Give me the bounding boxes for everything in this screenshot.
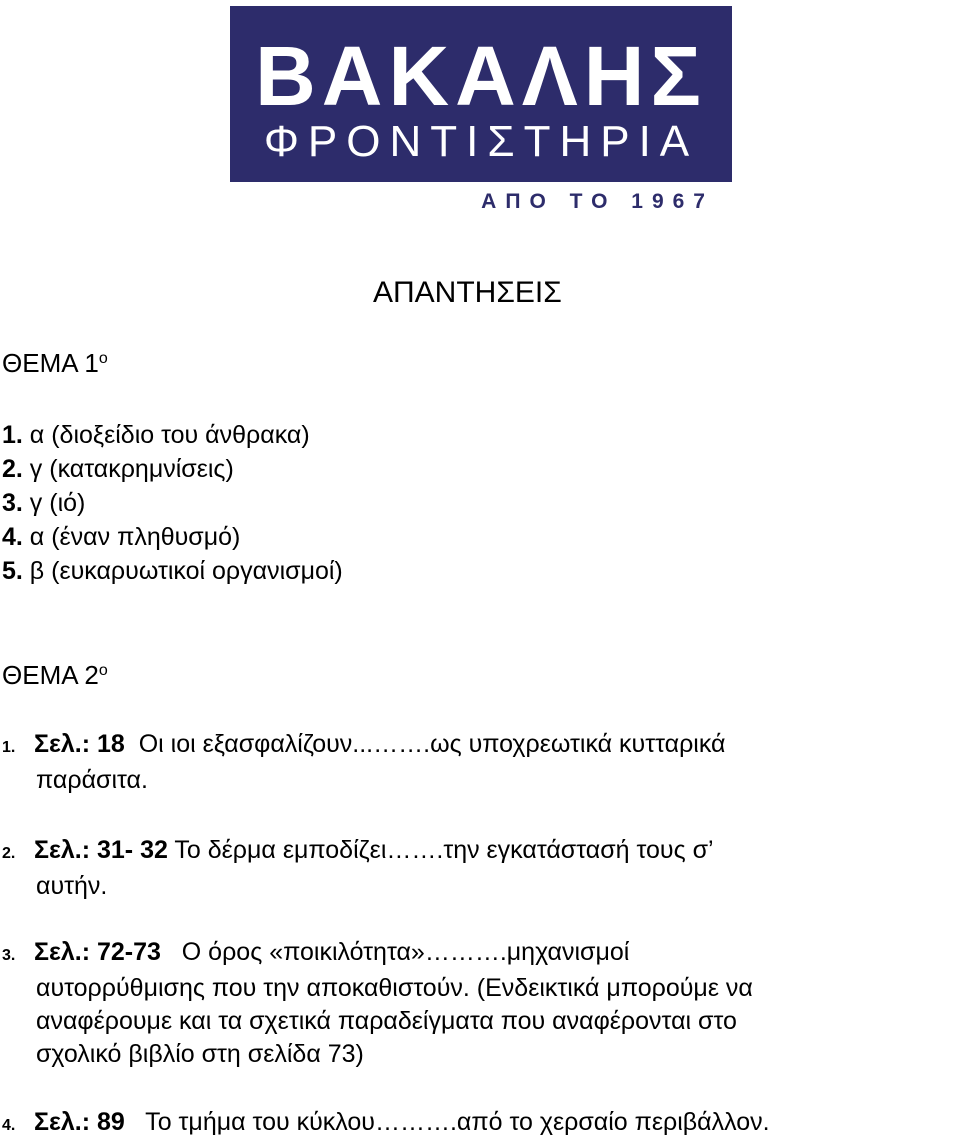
- item-number: 2.: [2, 455, 23, 483]
- answer-continuation: αυτήν.: [36, 872, 108, 900]
- logo-since: ΑΠΟ ΤΟ 1967: [481, 190, 714, 213]
- answer-continuation: αυτορρύθμισης που την αποκαθιστούν. (Ενδεικτικά μπορούμε να: [36, 974, 753, 1002]
- answer-text: Το δέρμα εμποδίζει…….την εγκατάστασή τους σ’: [167, 836, 714, 864]
- item-number: 3.: [2, 489, 23, 517]
- logo-subtitle: ΦΡΟΝΤΙΣΤΗΡΙΑ: [263, 117, 699, 166]
- list-item: [2, 520, 343, 554]
- answer-number: 1.: [2, 739, 16, 756]
- list-item: [2, 418, 343, 452]
- answer-continuation: σχολικό βιβλίο στη σελίδα 73): [36, 1040, 364, 1068]
- item-text: β (ευκαρυωτικοί οργανισμοί): [22, 557, 343, 585]
- list-item: [2, 486, 343, 520]
- page-reference: Σελ.: 31- 32: [34, 836, 168, 864]
- answer-number: 4.: [2, 1117, 16, 1134]
- item-number: 1.: [2, 421, 23, 449]
- answer-continuation: παράσιτα.: [36, 766, 148, 794]
- theme1-heading-text: ΘΕΜΑ 1: [2, 348, 99, 378]
- theme1-list: [2, 418, 343, 588]
- logo: [230, 6, 732, 182]
- item-text: α (έναν πληθυσμό): [22, 523, 241, 551]
- answer-number: 2.: [2, 845, 16, 862]
- answer-text: Ο όρος «ποικιλότητα»……….μηχανισμοί: [160, 938, 630, 966]
- theme2-heading-sup: ο: [98, 662, 108, 679]
- page-reference: Σελ.: 89: [34, 1108, 125, 1136]
- answer-text: Το τμήμα του κύκλου……….από το χερσαίο περιβάλλον.: [124, 1108, 770, 1136]
- theme1-heading: [2, 348, 108, 379]
- answer-number: 3.: [2, 947, 16, 964]
- answer-item-2: [2, 834, 714, 903]
- theme2-heading-text: ΘΕΜΑ 2: [2, 660, 99, 690]
- answer-item-4: [2, 1106, 770, 1142]
- list-item: [2, 452, 343, 486]
- page-reference: Σελ.: 18: [34, 730, 125, 758]
- item-number: 5.: [2, 557, 23, 585]
- theme2-heading: [2, 660, 108, 691]
- page-title: ΑΠΑΝΤΗΣΕΙΣ: [373, 276, 562, 309]
- answer-item-1: [2, 728, 726, 797]
- logo-name: ΒΑΚΑΛΗΣ: [255, 29, 707, 123]
- item-text: γ (κατακρημνίσεις): [22, 455, 234, 483]
- item-text: α (διοξείδιο του άνθρακα): [22, 421, 310, 449]
- list-item: [2, 554, 343, 588]
- page-reference: Σελ.: 72-73: [34, 938, 161, 966]
- theme1-heading-sup: ο: [98, 350, 108, 367]
- answer-item-3: [2, 936, 753, 1071]
- answer-text: Οι ιοι εξασφαλίζουν...…….ως υποχρεωτικά κυτταρικά: [124, 730, 726, 758]
- answer-continuation: αναφέρουμε και τα σχετικά παραδείγματα που αναφέρονται στο: [36, 1007, 737, 1035]
- item-number: 4.: [2, 523, 23, 551]
- item-text: γ (ιό): [22, 489, 86, 517]
